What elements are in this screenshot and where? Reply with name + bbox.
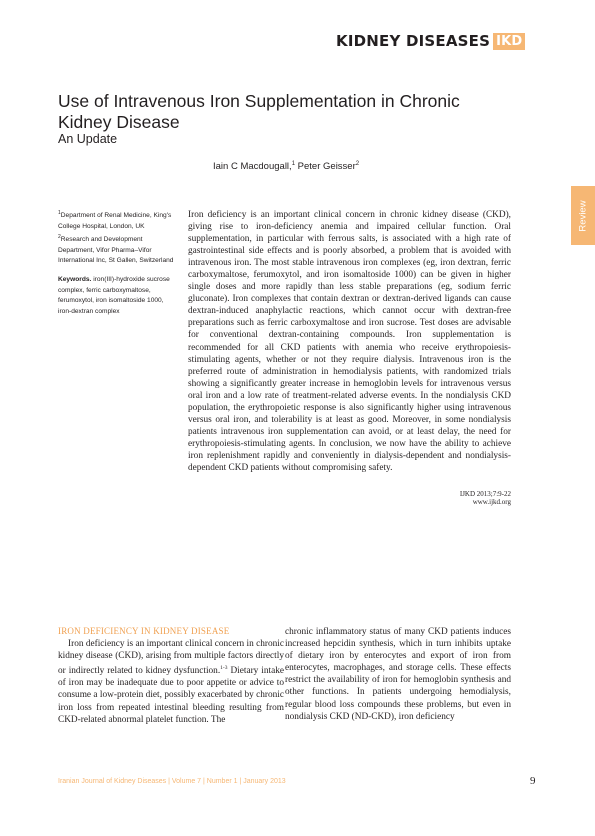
citation-reference: IJKD 2013;7:9-22 [459, 490, 511, 498]
citation [380, 490, 511, 506]
body-text: Dietary intake of iron may be inadequate due to poor appetite or advice to consume a low-protein diet, possibly exacerbated by chronic iron loss from repeated intestinal bleeding resulting from CKD-related abnormal platelet function. The [58, 666, 284, 725]
affiliation-marker: 1 [291, 161, 296, 167]
affiliation-text: Department of Renal Medicine, King's College Hospital, London, UK [58, 212, 172, 230]
affiliations-panel [58, 208, 176, 317]
abstract: Iron deficiency is an important clinical concern in chronic kidney disease (CKD), giving rise to iron-deficiency anemia and impaired cellular function. Oral supplementation, in particular with ferrous salts, is associated with a high rate of gastrointestinal side effects and is poorly absorbed, a problem that is avoided with intravenous iron. The most stable intravenous iron complexes (eg, iron dextran, ferric carboxymaltose, ferumoxytol, and iron isomaltoside 1000) can be given in higher single doses and more rapidly than less stable preparations (eg, sodium ferric gluconate). Iron complexes that contain dextran or dextran-derived ligands can cause dextran-induced anaphylactic reactions, which cannot occur with dextran-free preparations such as ferric carboxymaltose and iron sucrose. Test doses are advisable for conventional dextran-containing compounds. Iron supplementation is recommended for all CKD patients with anemia who receive erythropoiesis-stimulating agents, whether or not they require dialysis. Intravenous iron is the preferred route of administration in hemodialysis patients, with randomized trials showing a significantly greater increase in hemoglobin levels for intravenous versus oral iron and a low rate of treatment-related adverse events. In the nondialysis CKD population, the erythropoietic response is also significantly higher using intravenous versus oral iron, and tolerability is at least as good. Moreover, in some nondialysis patients intravenous iron supplementation can avoid, or at least delay, the need for erythropoiesis-stimulating agents. In conclusion, we now have the ability to achieve iron replenishment rapidly and conveniently in dialysis-dependent and nondialysis-dependent CKD patients without compromising safety. [188, 210, 511, 473]
affiliation-number: 1 [58, 210, 61, 216]
journal-footer: Iranian Journal of Kidney Diseases | Volume 7 | Number 1 | January 2013 [58, 778, 286, 785]
author-line [213, 161, 359, 172]
keywords [58, 275, 176, 317]
reference-marker[interactable]: 1-3 [220, 665, 228, 672]
affiliation [58, 232, 176, 266]
affiliation [58, 208, 176, 232]
affiliation-number: 2 [58, 234, 61, 240]
journal-brand [336, 32, 525, 50]
keywords-label: Keywords. [58, 276, 92, 284]
body-text: Iron deficiency is an important clinical concern in chronic kidney disease (CKD), arising from multiple factors directly or indirectly related to kidney dysfunction. [58, 639, 284, 677]
author-name: Iain C Macdougall, [213, 161, 292, 173]
section-heading: IRON DEFICIENCY IN KIDNEY DISEASE [58, 626, 230, 636]
journal-brand-text: KIDNEY DISEASES [336, 32, 491, 50]
body-column-right: chronic inflammatory status of many CKD patients induces increased hepcidin synthesis, which in turn inhibits uptake of dietary iron by enterocytes and export of iron from enterocytes, macrophages, and storage cells. These effects restrict the availability of iron for hemoglobin synthesis and other functions. In patients undergoing hemodialysis, regular blood loss compounds these problems, but even in nondialysis CKD (ND-CKD), iron deficiency [285, 627, 511, 722]
article-type-label: Review [577, 199, 589, 232]
affiliation-marker: 2 [355, 161, 360, 167]
keywords-text: iron(III)-hydroxide sucrose complex, ferric carboxymaltose, ferumoxytol, iron isomaltoside 1000, iron-dextran complex [58, 276, 170, 315]
body-column-left [58, 638, 284, 726]
affiliation-text: Research and Development Department, Vifor Pharma–Vifor International Inc, St Gallen, Switzerland [58, 236, 174, 264]
journal-url[interactable]: www.ijkd.org [472, 498, 511, 506]
article-subtitle: An Update [58, 132, 118, 146]
journal-logo: IKD [493, 33, 525, 50]
page-number: 9 [530, 775, 536, 787]
author-name: Peter Geisser [297, 161, 356, 173]
article-title: Use of Intravenous Iron Supplementation in Chronic Kidney Disease [58, 91, 460, 132]
article-type-tab [571, 186, 595, 245]
